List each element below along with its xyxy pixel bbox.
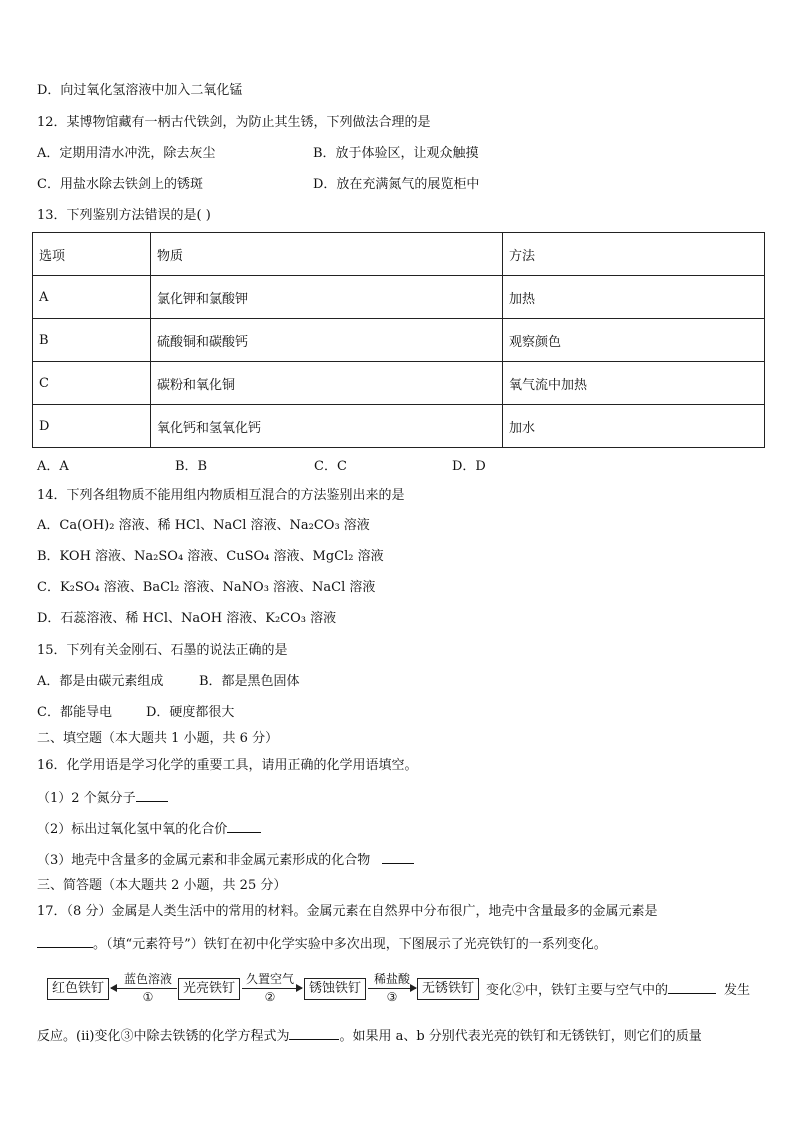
arrow-3-number: ③ [386, 990, 398, 1004]
table-row [33, 405, 765, 448]
header-method: 方法 [503, 233, 765, 276]
answer-blank[interactable] [289, 1026, 339, 1040]
q15-stem: 15．下列有关金刚石、石墨的说法正确的是 [37, 643, 288, 658]
table-row [33, 319, 765, 362]
q14-stem: 14．下列各组物质不能用组内物质相互混合的方法鉴别出来的是 [37, 488, 405, 503]
q16-part-1 [37, 788, 168, 808]
q17-line-4 [37, 1026, 702, 1046]
q14-option-b: B．KOH 溶液、Na₂SO₄ 溶液、CuSO₄ 溶液、MgCl₂ 溶液 [37, 549, 384, 564]
arrow-2-number: ② [264, 990, 276, 1004]
q13-table [32, 232, 765, 448]
rusted-nail-box: 锈蚀铁钉 [304, 978, 366, 1000]
q17-line-3 [486, 980, 750, 1000]
q15-option-a: A．都是由碳元素组成 [37, 674, 164, 689]
q17-line-1: 17．（8 分）金属是人类生活中的常用的材料。金属元素在自然界中分布很广，地壳中含量最多的金属元素是 [37, 904, 658, 919]
row-method: 加水 [503, 405, 765, 448]
row-option: A [33, 276, 151, 319]
answer-blank[interactable] [37, 934, 93, 948]
q12-option-c: C．用盐水除去铁剑上的锈斑 [37, 177, 203, 192]
row-option: D [33, 405, 151, 448]
row-option: C [33, 362, 151, 405]
shiny-nail-box: 光亮铁钉 [178, 978, 240, 1000]
answer-blank[interactable] [227, 819, 261, 833]
row-substance: 氯化钾和氯酸钾 [151, 276, 503, 319]
row-method: 加热 [503, 276, 765, 319]
q13-stem: 13．下列鉴别方法错误的是( ) [37, 208, 211, 223]
q16-part-3-text: （3）地壳中含量多的金属元素和非金属元素形成的化合物 [37, 853, 371, 868]
q17-line-4-text: 反应。(ii)变化③中除去铁锈的化学方程式为 [37, 1029, 290, 1044]
q14-option-d: D．石蕊溶液、稀 HCl、NaOH 溶液、K₂CO₃ 溶液 [37, 611, 337, 626]
nail-transformation-diagram [47, 970, 487, 1018]
section-2-title: 二、填空题（本大题共 1 小题，共 6 分） [37, 731, 279, 746]
q17-line-4-end: 。如果用 a、b 分别代表光亮的铁钉和无锈铁钉，则它们的质量 [339, 1029, 702, 1044]
q15-option-b: B．都是黑色固体 [199, 674, 300, 689]
arrow-3-label: 稀盐酸 [373, 972, 410, 986]
q17-line-2-text: 。（填“元素符号”）铁钉在初中化学实验中多次出现，下图展示了光亮铁钉的一系列变化。 [93, 937, 607, 952]
table-row [33, 362, 765, 405]
q17-line-2 [37, 934, 607, 954]
arrow-2-label: 久置空气 [245, 972, 294, 986]
header-option: 选项 [33, 233, 151, 276]
arrow-2 [242, 988, 302, 989]
q13-answer-c: C．C [314, 459, 347, 474]
q17-line-3-text: 变化②中，铁钉主要与空气中的 [486, 983, 669, 998]
q14-option-c: C．K₂SO₄ 溶液、BaCl₂ 溶液、NaNO₃ 溶液、NaCl 溶液 [37, 580, 376, 595]
q12-stem: 12．某博物馆藏有一柄古代铁剑，为防止其生锈，下列做法合理的是 [37, 115, 431, 130]
row-option: B [33, 319, 151, 362]
q11-option-d: D．向过氧化氢溶液中加入二氧化锰 [37, 83, 243, 98]
header-substance: 物质 [151, 233, 503, 276]
q16-stem: 16．化学用语是学习化学的重要工具，请用正确的化学用语填空。 [37, 758, 418, 773]
row-substance: 硫酸铜和碳酸钙 [151, 319, 503, 362]
table-row [33, 276, 765, 319]
q12-option-b: B．放于体验区，让观众触摸 [313, 146, 479, 161]
q13-answer-a: A．A [37, 459, 69, 474]
answer-blank[interactable] [668, 980, 716, 994]
q14-option-a: A．Ca(OH)₂ 溶液、稀 HCl、NaCl 溶液、Na₂CO₃ 溶液 [37, 518, 370, 533]
q12-option-d: D．放在充满氮气的展览柜中 [313, 177, 480, 192]
q12-option-a: A．定期用清水冲洗，除去灰尘 [37, 146, 216, 161]
q15-option-c: C．都能导电 [37, 705, 112, 720]
arrow-3 [368, 988, 416, 989]
red-nail-box: 红色铁钉 [47, 978, 109, 1000]
q17-line-3-end: 发生 [724, 983, 751, 998]
table-header-row [33, 233, 765, 276]
rust-free-nail-box: 无锈铁钉 [417, 978, 479, 1000]
q15-option-d: D．硬度都很大 [146, 705, 235, 720]
row-method: 观察颜色 [503, 319, 765, 362]
q16-part-2-text: （2）标出过氧化氢中氧的化合价 [37, 822, 228, 837]
row-substance: 氧化钙和氢氧化钙 [151, 405, 503, 448]
arrow-1 [111, 988, 177, 989]
q13-answer-d: D．D [452, 459, 486, 474]
q16-part-3 [37, 850, 414, 870]
q16-part-1-text: （1）2 个氮分子 [37, 791, 136, 806]
answer-blank[interactable] [136, 788, 168, 802]
arrow-1-label: 蓝色溶液 [123, 972, 172, 986]
q16-part-2 [37, 819, 261, 839]
arrow-1-number: ① [142, 990, 154, 1004]
row-substance: 碳粉和氧化铜 [151, 362, 503, 405]
q13-answer-b: B．B [175, 459, 208, 474]
row-method: 氧气流中加热 [503, 362, 765, 405]
answer-blank[interactable] [382, 850, 414, 864]
section-3-title: 三、简答题（本大题共 2 小题，共 25 分） [37, 878, 287, 893]
